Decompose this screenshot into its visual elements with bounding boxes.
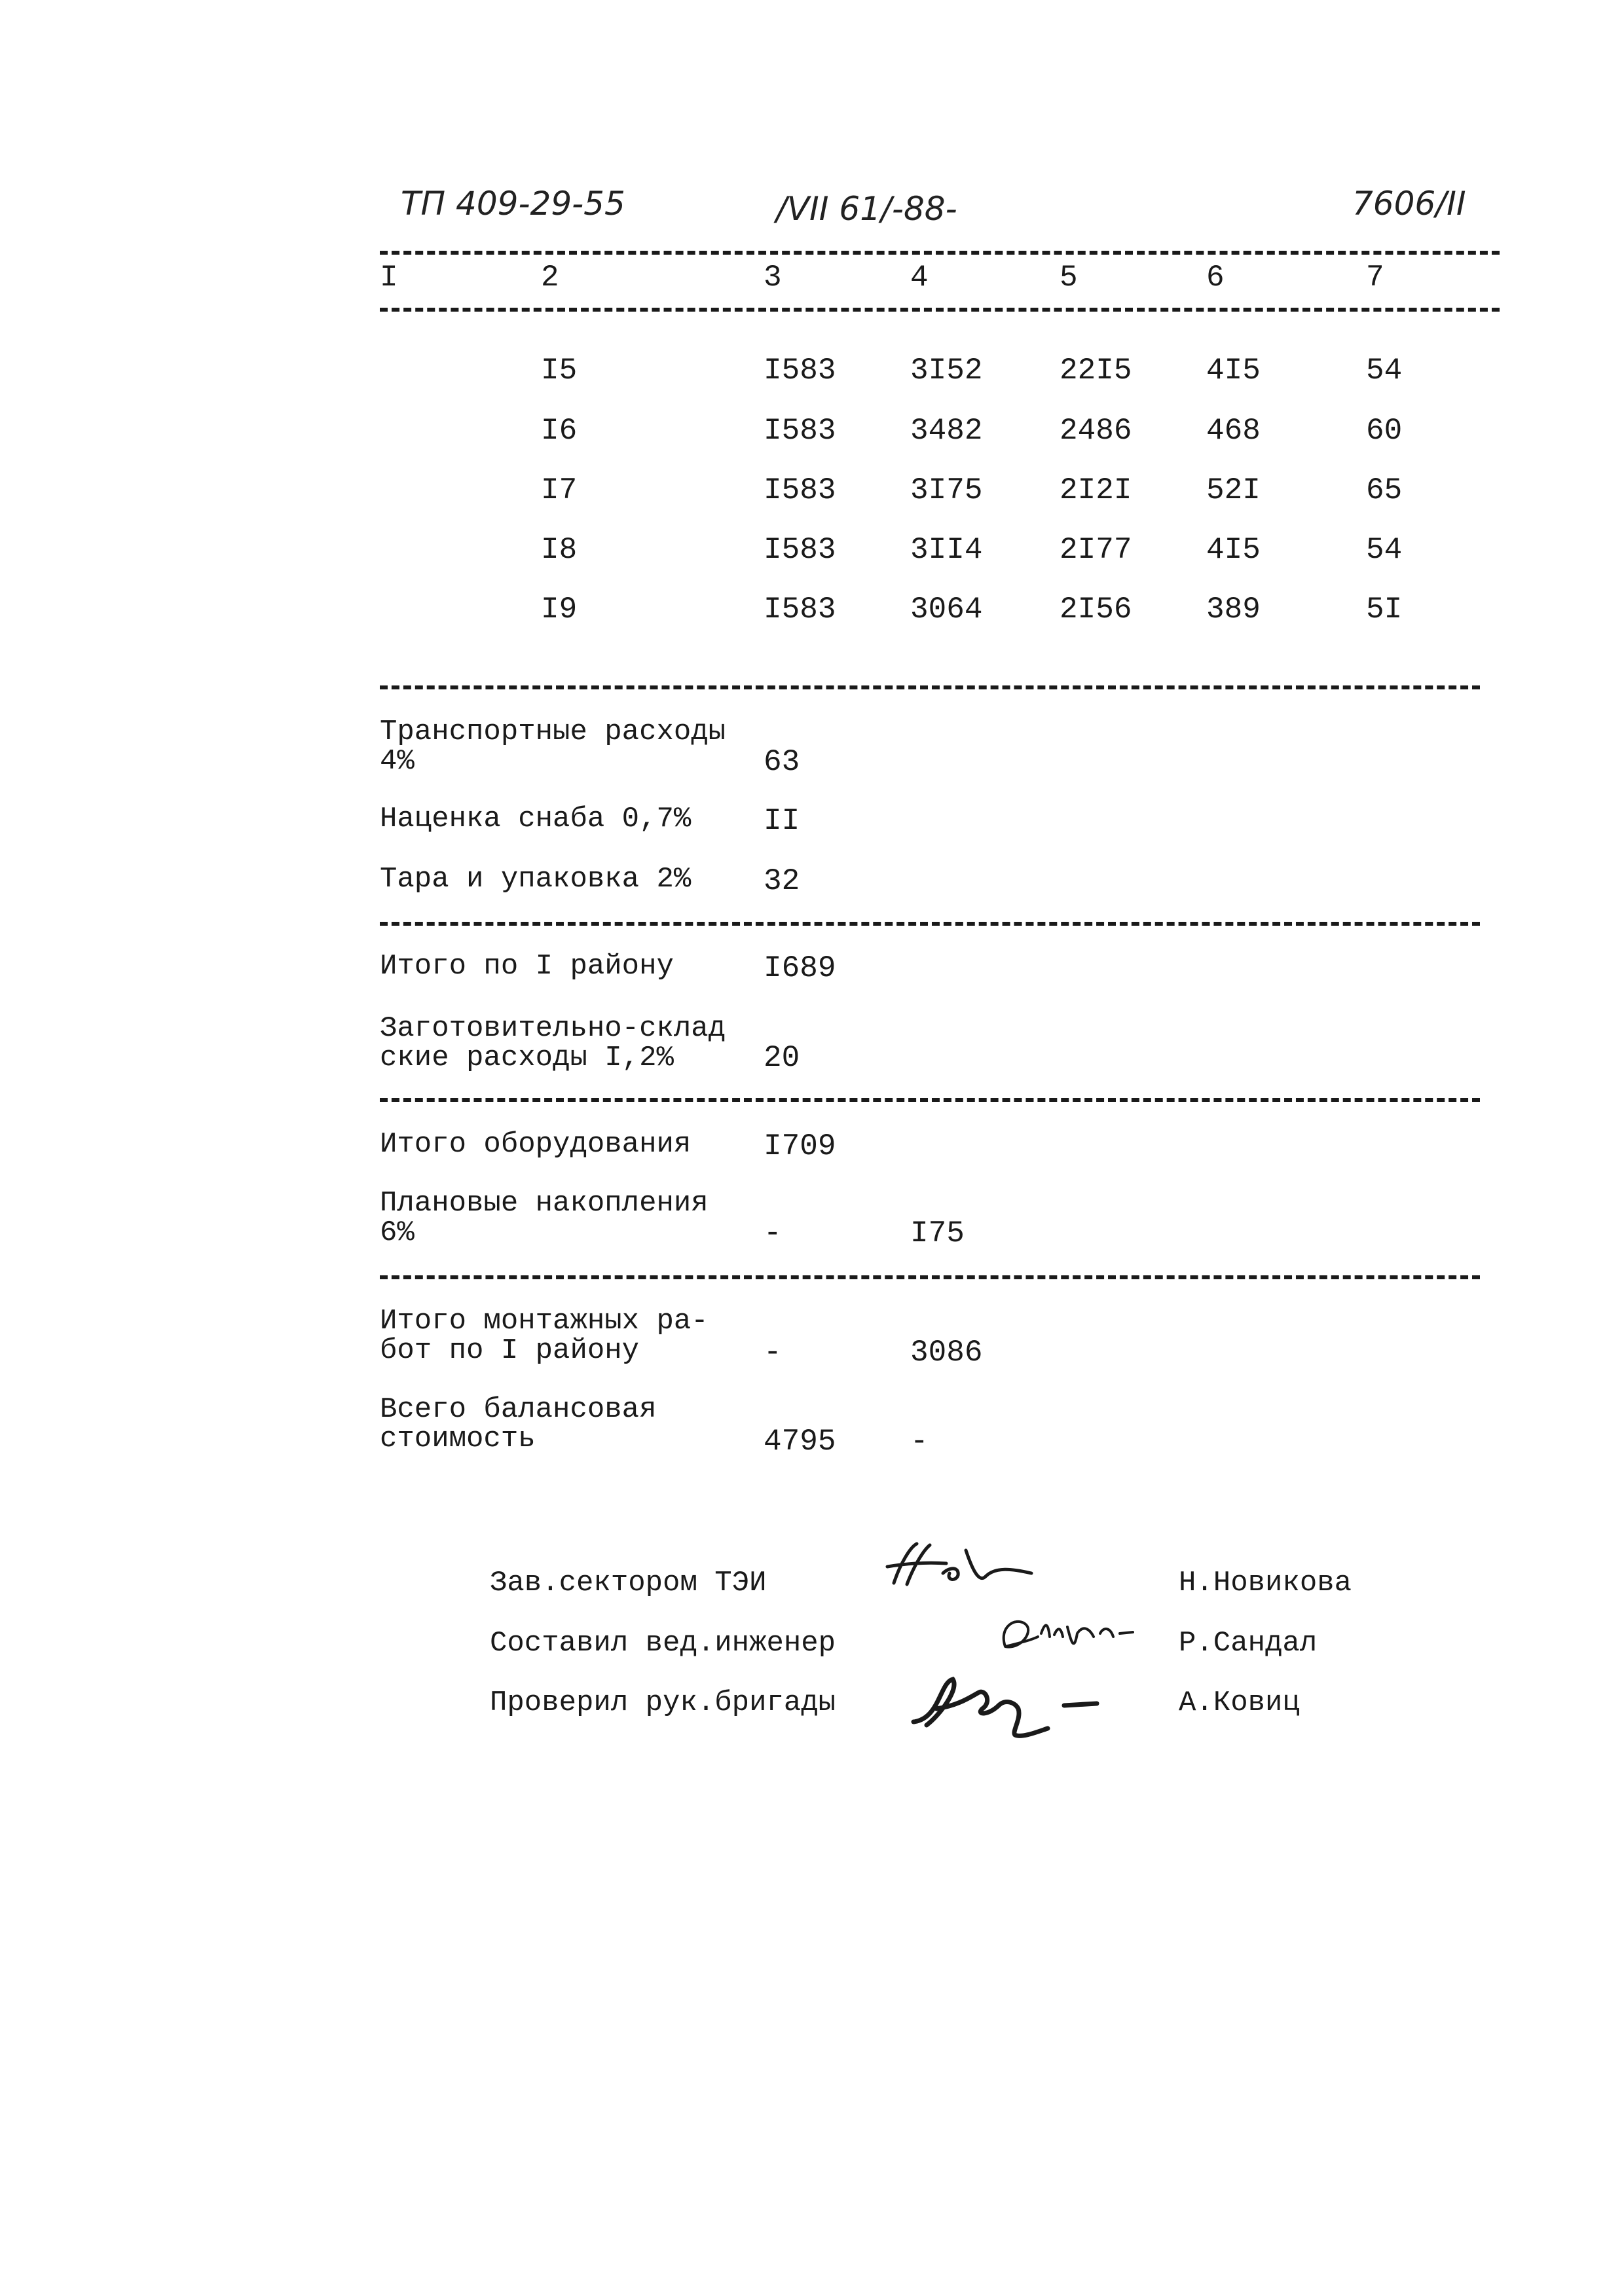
table-cell: 52I	[1206, 473, 1261, 507]
table-cell: 65	[1366, 473, 1403, 507]
summary-value: 63	[764, 745, 800, 779]
handwritten-signature	[881, 1537, 1038, 1596]
table-cell: 3II4	[910, 533, 983, 567]
signatory-name: Р.Сандал	[1179, 1627, 1318, 1660]
signatory-role: Проверил рук.бригады	[490, 1686, 836, 1719]
table-cell: 5I	[1366, 592, 1403, 627]
table-cell: I8	[541, 533, 578, 567]
table-cell: 60	[1366, 414, 1403, 448]
divider	[380, 1275, 1480, 1279]
table-cell: 389	[1206, 592, 1261, 627]
summary-label: Заготовительно-склад	[380, 1012, 726, 1045]
table-cell: 4I5	[1206, 533, 1261, 567]
handwritten-signature	[900, 1669, 1116, 1741]
table-cell: I583	[764, 473, 836, 507]
column-header: 4	[910, 261, 929, 295]
summary-value: -	[764, 1216, 782, 1250]
summary-label: Тара и упаковка 2%	[380, 863, 692, 896]
table-cell: I583	[764, 533, 836, 567]
summary-value: -	[910, 1425, 929, 1459]
column-header: 7	[1366, 261, 1384, 295]
summary-value: II	[764, 804, 800, 838]
divider	[380, 251, 1500, 255]
table-cell: I7	[541, 473, 578, 507]
summary-label: Всего балансовая	[380, 1393, 657, 1426]
divider	[380, 685, 1480, 689]
summary-label: 4%	[380, 745, 415, 778]
table-cell: 4I5	[1206, 354, 1261, 388]
signatory-role: Составил вед.инженер	[490, 1627, 836, 1660]
table-cell: I6	[541, 414, 578, 448]
summary-value: I709	[764, 1129, 836, 1163]
column-header: 5	[1060, 261, 1078, 295]
table-cell: I583	[764, 592, 836, 627]
summary-value: 32	[764, 864, 800, 898]
table-cell: 2I77	[1060, 533, 1132, 567]
divider	[380, 308, 1500, 312]
summary-label: 6%	[380, 1216, 415, 1249]
signatory-name: Н.Новикова	[1179, 1567, 1352, 1599]
summary-label: Плановые накопления	[380, 1187, 709, 1220]
table-cell: 22I5	[1060, 354, 1132, 388]
column-header: I	[380, 261, 398, 295]
summary-value: I75	[910, 1216, 965, 1250]
signatory-role: Зав.сектором ТЭИ	[490, 1567, 767, 1599]
table-cell: 2486	[1060, 414, 1132, 448]
table-cell: 3I75	[910, 473, 983, 507]
table-cell: 2I56	[1060, 592, 1132, 627]
document-code: ТП 409-29-55	[401, 185, 625, 223]
divider	[380, 922, 1480, 926]
handwritten-signature	[986, 1607, 1143, 1666]
sheet-reference: /VII 61/-88-	[776, 190, 957, 228]
summary-value: -	[764, 1336, 782, 1370]
summary-label: Наценка снаба 0,7%	[380, 803, 692, 835]
summary-value: 4795	[764, 1425, 836, 1459]
table-cell: 2I2I	[1060, 473, 1132, 507]
summary-label: Транспортные расходы	[380, 716, 726, 748]
table-cell: 3I52	[910, 354, 983, 388]
table-cell: 3482	[910, 414, 983, 448]
summary-value: I689	[764, 951, 836, 985]
summary-label: стоимость	[380, 1423, 536, 1455]
table-cell: 54	[1366, 354, 1403, 388]
summary-label: ские расходы I,2%	[380, 1042, 674, 1074]
table-cell: I583	[764, 354, 836, 388]
column-header: 6	[1206, 261, 1225, 295]
table-cell: I583	[764, 414, 836, 448]
summary-value: 20	[764, 1041, 800, 1075]
summary-label: Итого монтажных ра-	[380, 1305, 709, 1338]
column-header: 2	[541, 261, 559, 295]
column-header: 3	[764, 261, 782, 295]
archive-number: 7606/II	[1352, 185, 1466, 223]
summary-label: бот по I району	[380, 1334, 640, 1367]
signatory-name: А.Ковиц	[1179, 1686, 1300, 1719]
table-cell: 3064	[910, 592, 983, 627]
table-cell: I9	[541, 592, 578, 627]
table-cell: 468	[1206, 414, 1261, 448]
summary-label: Итого оборудования	[380, 1128, 692, 1161]
table-cell: 54	[1366, 533, 1403, 567]
table-cell: I5	[541, 354, 578, 388]
divider	[380, 1098, 1480, 1102]
summary-value: 3086	[910, 1336, 983, 1370]
summary-label: Итого по I району	[380, 950, 674, 983]
